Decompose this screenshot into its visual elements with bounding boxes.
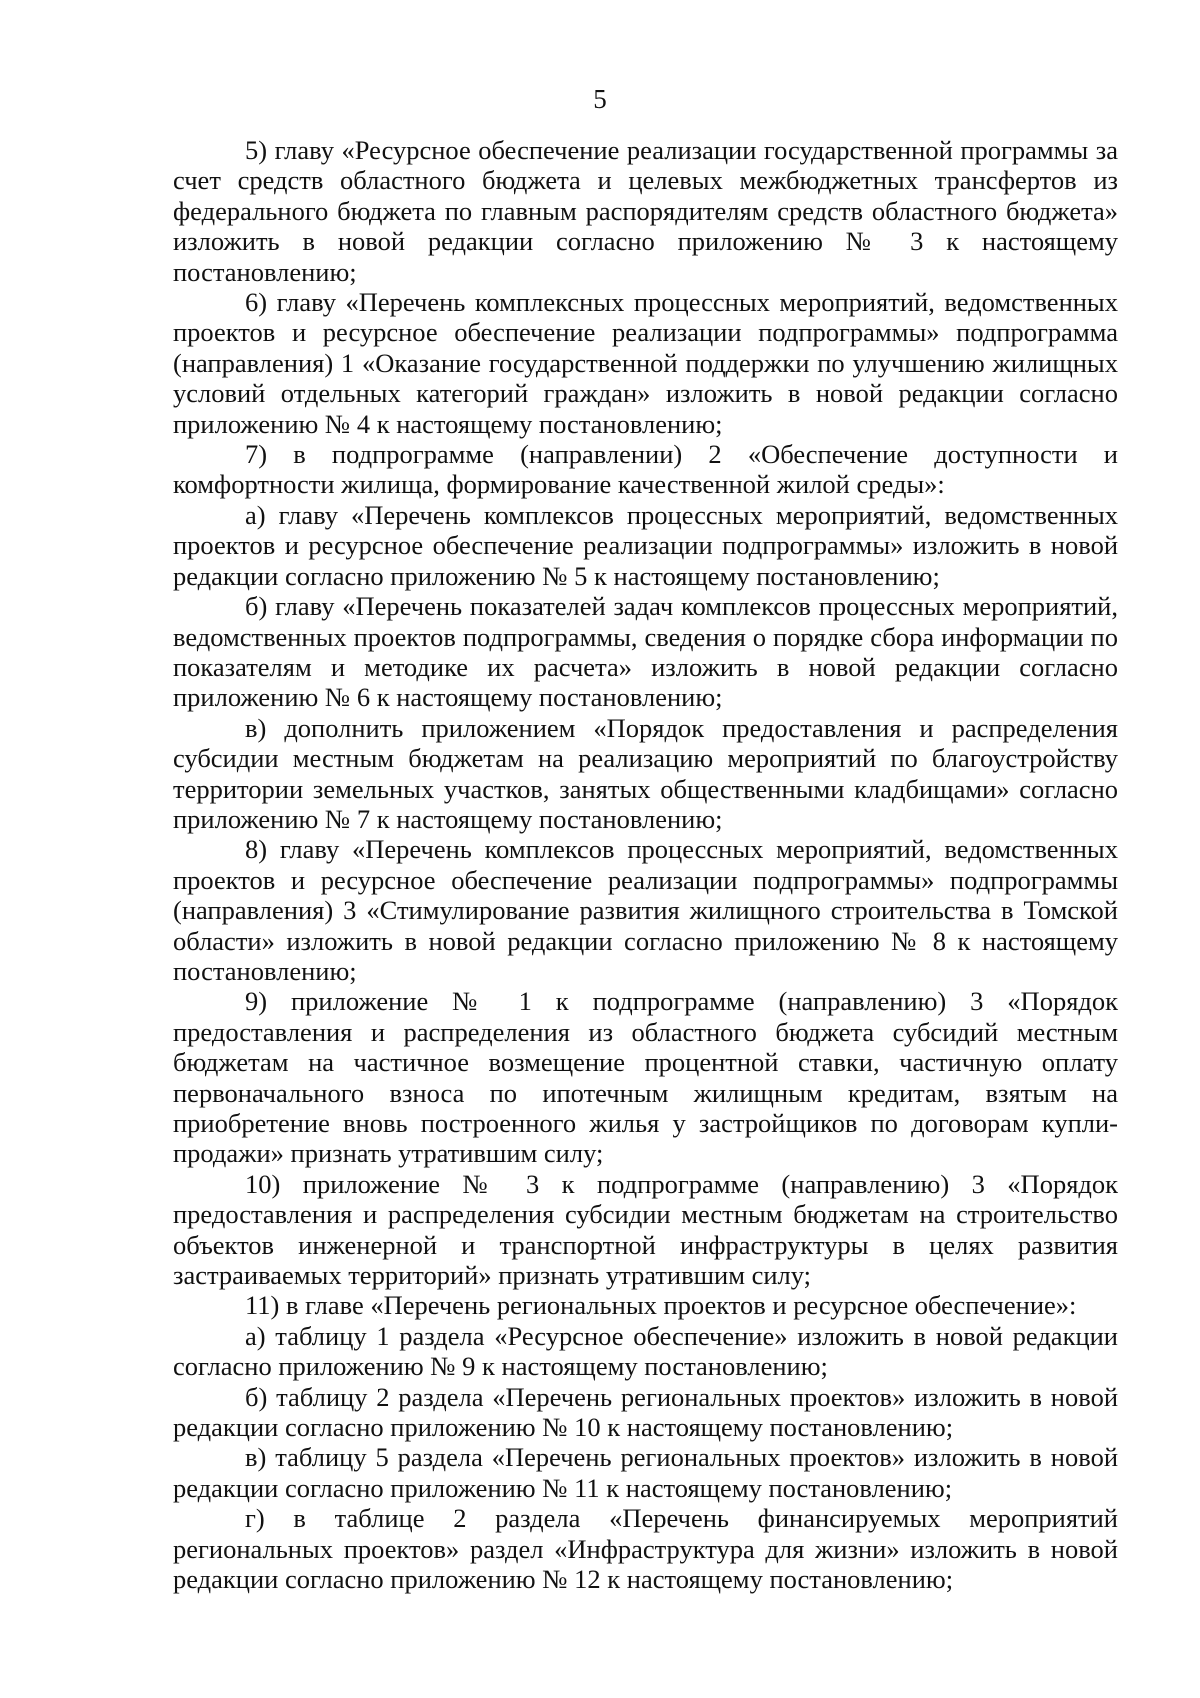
paragraph-item-10: 10) приложение № 3 к подпрограмме (направлению) 3 «Порядок предоставления и распределения субсидии местным бюджетам на строительство объектов инженерной и транспортной инфраструктуры в целях развития застраиваемых территорий» признать утратившим силу; <box>173 1168 1118 1291</box>
paragraph-subitem-11v: в) таблицу 5 раздела «Перечень региональных проектов» изложить в новой редакции согласно приложению № 11 к настоящему постановлению; <box>173 1442 1118 1503</box>
paragraph-item-9: 9) приложение № 1 к подпрограмме (направлению) 3 «Порядок предоставления и распределения из областного бюджета субсидий местным бюджетам на частичное возмещение процентной ставки, частичную оплату первоначального взноса по ипотечным жилищным кредитам, взятым на приобретение вновь построенного жилья у застройщиков по договорам купли-продажи» признать утратившим силу; <box>173 986 1118 1169</box>
paragraph-subitem-7a: а) главу «Перечень комплексов процессных мероприятий, ведомственных проектов и ресурсное обеспечение реализации подпрограммы» изложить в новой редакции согласно приложению № 5 к настоящему постановлению; <box>173 499 1118 591</box>
paragraph-subitem-7b: б) главу «Перечень показателей задач комплексов процессных мероприятий, ведомственных проектов подпрограммы, сведения о порядке сбора информации по показателям и методике их расчета» изложить в новой редакции согласно приложению № 6 к настоящему постановлению; <box>173 591 1118 713</box>
document-body <box>173 135 1118 1595</box>
paragraph-subitem-11a: а) таблицу 1 раздела «Ресурсное обеспечение» изложить в новой редакции согласно приложению № 9 к настоящему постановлению; <box>173 1320 1118 1382</box>
page-number: 5 <box>593 84 607 114</box>
paragraph-item-11: 11) в главе «Перечень региональных проектов и ресурсное обеспечение»: <box>245 1290 1077 1321</box>
paragraph-subitem-11g: г) в таблице 2 раздела «Перечень финансируемых мероприятий региональных проектов» раздел «Инфраструктура для жизни» изложить в новой редакции согласно приложению № 12 к настоящему постановлению; <box>173 1503 1118 1595</box>
paragraph-subitem-11b: б) таблицу 2 раздела «Перечень региональных проектов» изложить в новой редакции согласно приложению № 10 к настоящему постановлению; <box>173 1381 1118 1443</box>
paragraph-item-7: 7) в подпрограмме (направлении) 2 «Обеспечение доступности и комфортности жилища, формирование качественной жилой среды»: <box>173 439 1118 500</box>
paragraph-subitem-7v: в) дополнить приложением «Порядок предоставления и распределения субсидии местным бюджетам на реализацию мероприятий по благоустройству территории земельных участков, занятых общественными кладбищами» согласно приложению № 7 к настоящему постановлению; <box>173 712 1118 834</box>
paragraph-item-5: 5) главу «Ресурсное обеспечение реализации государственной программы за счет средств областного бюджета и целевых межбюджетных трансфертов из федерального бюджета по главным распорядителям средств областного бюджета» изложить в новой редакции согласно приложению № 3 к настоящему постановлению; <box>173 135 1118 287</box>
paragraph-item-6: 6) главу «Перечень комплексных процессных мероприятий, ведомственных проектов и ресурсное обеспечение реализации подпрограммы» подпрограмма (направления) 1 «Оказание государственной поддержки по улучшению жилищных условий отдельных категорий граждан» изложить в новой редакции согласно приложению № 4 к настоящему постановлению; <box>173 287 1118 439</box>
paragraph-item-8: 8) главу «Перечень комплексов процессных мероприятий, ведомственных проектов и ресурсное обеспечение реализации подпрограммы» подпрограммы (направления) 3 «Стимулирование развития жилищного строительства в Томской области» изложить в новой редакции согласно приложению № 8 к настоящему постановлению; <box>173 834 1118 986</box>
